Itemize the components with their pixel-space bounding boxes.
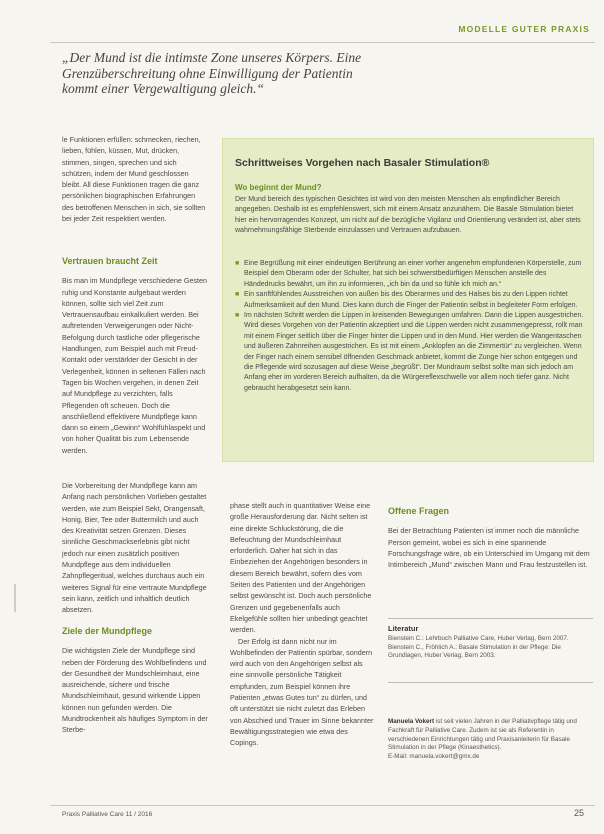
bullet-icon: ■: [235, 260, 240, 267]
reference-item: Bienstein C.: Lehrbuch Palliative Care, Huber Verlag, Bern 2007.: [388, 635, 569, 642]
section-ziele: [62, 626, 208, 736]
box-intro: Der Mund bereich des typischen Gesichtes ist wird von den meisten Menschen als empfindlicher Bereich angegeben. Deshalb ist es empfehlenswert, sich mit einem Ansatz anzunähern. Die Basale Stimulation bietet hier ein hervorragendes Konzept, um nicht auf die bezügliche Vigilanz und Orientierung verändert ist, aber stets wahrnehmungsfähige Sterbende einzulassen und Vertrauen aufzubauen.: [235, 196, 581, 235]
section-vertrauen: [62, 256, 208, 456]
box-subtitle: Wo beginnt der Mund?: [235, 183, 322, 192]
box-step-item: ■ Ein sanftfühlendes Ausstreichen von außen bis des Oberarmes und des Halses bis zu den Lippen richtet Aufmerksamkeit auf den Mund. Dies kann durch die Finger der Patientin selbst in begleiteter Form erfolgen.: [235, 291, 578, 309]
literature-block: [388, 624, 593, 661]
footer-rule: [50, 805, 595, 806]
column-3: [388, 506, 593, 570]
divider: [388, 682, 593, 683]
author-name: Manuela Vokert: [388, 718, 435, 725]
reference-item: Bienstein C., Fröhlich A.: Basale Stimulation in der Pflege: Die Grundlagen, Huber Verlag, Bern 2003.: [388, 643, 561, 660]
literature-title: Literatur: [388, 624, 419, 633]
heading-ziele: Ziele der Mundpflege: [62, 626, 153, 636]
author-bio: [388, 718, 593, 762]
box-step-list: [235, 259, 585, 394]
info-box-basale-stimulation: [222, 138, 594, 462]
bullet-icon: ■: [235, 291, 240, 299]
column-2: [230, 500, 376, 749]
paragraph-vorbereitung: Die Vorbereitung der Mundpflege kann am Anfang nach persönlichen Vorlieben gestaltet werden, wie zum Beispiel Sekt, Orangensaft, Honig, Bier, Tee oder Buttermilch und auch des Kreativität setzen Grenzen. Dieses sinnliche Geschmackserlebnis gibt nicht jedoch nur einen zusätzlich positiven Mundpflege aus dem individuellen Zahnpflegeritual, welches durchaus auch ein weiteres Signal für eine vertraute Mundpflege sein kann, zeitlich und inhaltlich deutlich absetzen.: [62, 481, 207, 615]
divider: [388, 618, 593, 619]
paragraph-col2: phase stellt auch in quantitativer Weise eine große Herausforderung dar. Nicht selten ist eine direkte Schluckstörung, die die Befeuchtung der Mundschleimhaut erforderlich. Daher hat sich in das Einbeziehen der Angehörigen besonders in diesem Bereich bewährt, sofern dies vom Seiten des Patienten und der Angehörigen selbst gewünscht ist. Doch auch persönliche Grenzen und gegebenenfalls auch Ekelgefühle sollten hier unbedingt geachtet werden.: [230, 501, 372, 635]
pull-quote: „Der Mund ist die intimste Zone unseres Körpers. Eine Grenzüberschreitung ohne Einwilligung der Patientin kommt einer Vergewaltigung gleich.“: [62, 50, 362, 96]
author-description: ist seit vielen Jahren in der Palliativpflege tätig und Fachkraft für Palliative Care. Zudem ist sie als Referentin in verschiedenen Einrichtungen tätig und Praxisanleiterin für Basale Stimulation in der Pflege (Kinaesthetics).: [388, 718, 577, 752]
margin-mark: [14, 584, 20, 612]
paragraph-offene-fragen: Bei der Betrachtung Patienten ist immer noch die männliche Person gemeint, wobei es sich in eine spannende Forschungsfrage wäre, ob ein Unterschied im Umgang mit dem Intimbereich „Mund“ zwischen Mann und Frau festzustellen ist.: [388, 526, 590, 570]
section-label: MODELLE GUTER PRAXIS: [458, 24, 590, 34]
paragraph-col2-b: Der Erfolg ist dann nicht nur im Wohlbefinden der Patientin spürbar, sondern wird auch von den Angehörigen selbst als eine sinnvolle persönliche Tätigkeit empfunden, zum Beispiel können ihre Patienten „etwas Gutes tun“ zu dürfen, und oft unterstützt sie nicht zuletzt das Erleben von Abschied und Trauer im Sinne bekannter Bewältigungsstrategien wie etwa des Copings.: [230, 636, 374, 748]
bullet-icon: ■: [235, 312, 240, 320]
paragraph-vertrauen: Bis man im Mundpflege verschiedene Gesten ruhig und Konstante aufgebaut werden können, sollte sich viel Zeit zum Vertrauensaufbau einkalkuliert werden. Bei auftretenden Verweigerungen oder Nicht-Befolgung durch tastliche oder pflegerische Handlungen, zum Beispiel auch mit Freud-Kontakt oder verstärkter der Gesicht in der Verlegenheit, können in seltenen Fällen nach Tagen bis Wochen vergehen, in denen Zeit auf Mundpflege zu verzichten, falls Pflegenden oft scheuen. Doch die anschließend effektivere Mundpflege kann dann so einem „Gewinn“ Wohlfühlaspekt und von hoher Qualität bis zum Lebensende werden.: [62, 276, 208, 455]
box-step-item: ■ Im nächsten Schritt werden die Lippen in kreisenden Bewegungen umfahren. Dann die Lippen ausgestrichen. Wird dieses Vorgehen von der Patientin akzeptiert und die Lippen werden nicht zusammengepresst, rollt man mit einem Finger seitlich über die Finger hinter die Lippen und in den Mund. Hier werden die Wangentaschen und äußeren Zahnreihen ausgestrichen. Es ist mit einem „Anklopfen an die Zimmertür“ zu vergleichen. Wenn der Finger nach einem sensibel öffnenden Geschmack anbietet, kommt die Zunge hier schon entgegen und die Pflegende wird sozusagen auf diese Weise „begrüßt“. Der Mundraum selbst sollte man sich jedoch am Anfang eher im vorderen Bereich aufhalten, da die Würgereflexschwelle vor allem noch tiefer ganz. Nicht gebraucht herabgesetzt sein kann.: [235, 312, 584, 392]
section-vorbereitung: [62, 480, 208, 616]
column-1-intro: [62, 134, 208, 224]
intro-paragraph: le Funktionen erfüllen: schmecken, riechen, lieben, fühlen, küssen, Mut, drücken, stimmen, singen, sprechen und sich schützen, indem der Mund geschlossen bleibt. All diese Funktionen tragen die ganz persönlichen biographischen Erfahrungen des betroffenen Menschen in sich, sie sollten bei jeder Zeit respektiert werden.: [62, 135, 206, 224]
paragraph-ziele: Die wichtigsten Ziele der Mundpflege sind neben der Förderung des Wohlbefindens und der Gesundheit der Mundschleimhaut, eine ausreichende, sichere und frische Mundschleimhaut, gesund wirkende Lippen können nun gefunden werden. Die Mundtrockenheit als häufiges Symptom in der Sterbe-: [62, 646, 208, 735]
page-number: 25: [574, 808, 585, 818]
box-step-item: ■ Eine Begrüßung mit einer eindeutigen Berührung an einer vorher angenehm empfundenen Körperstelle, zum Beispiel dem Oberarm oder der Schulter, hat sich bei schwerstbedürftigen Menschen anstelle des Händedrucks bewährt, um ihn zu informieren, „ich bin da und so fühle ich mich an.“: [235, 260, 582, 288]
author-email: E-Mail: manuela.vokert@gmx.de: [388, 753, 480, 761]
heading-offene-fragen: Offene Fragen: [388, 506, 450, 516]
footer-journal: Praxis Palliative Care 11 / 2016: [62, 811, 153, 818]
box-title: Schrittweises Vorgehen nach Basaler Stimulation®: [235, 157, 490, 169]
header-rule: [50, 42, 595, 43]
heading-vertrauen: Vertrauen braucht Zeit: [62, 256, 158, 266]
